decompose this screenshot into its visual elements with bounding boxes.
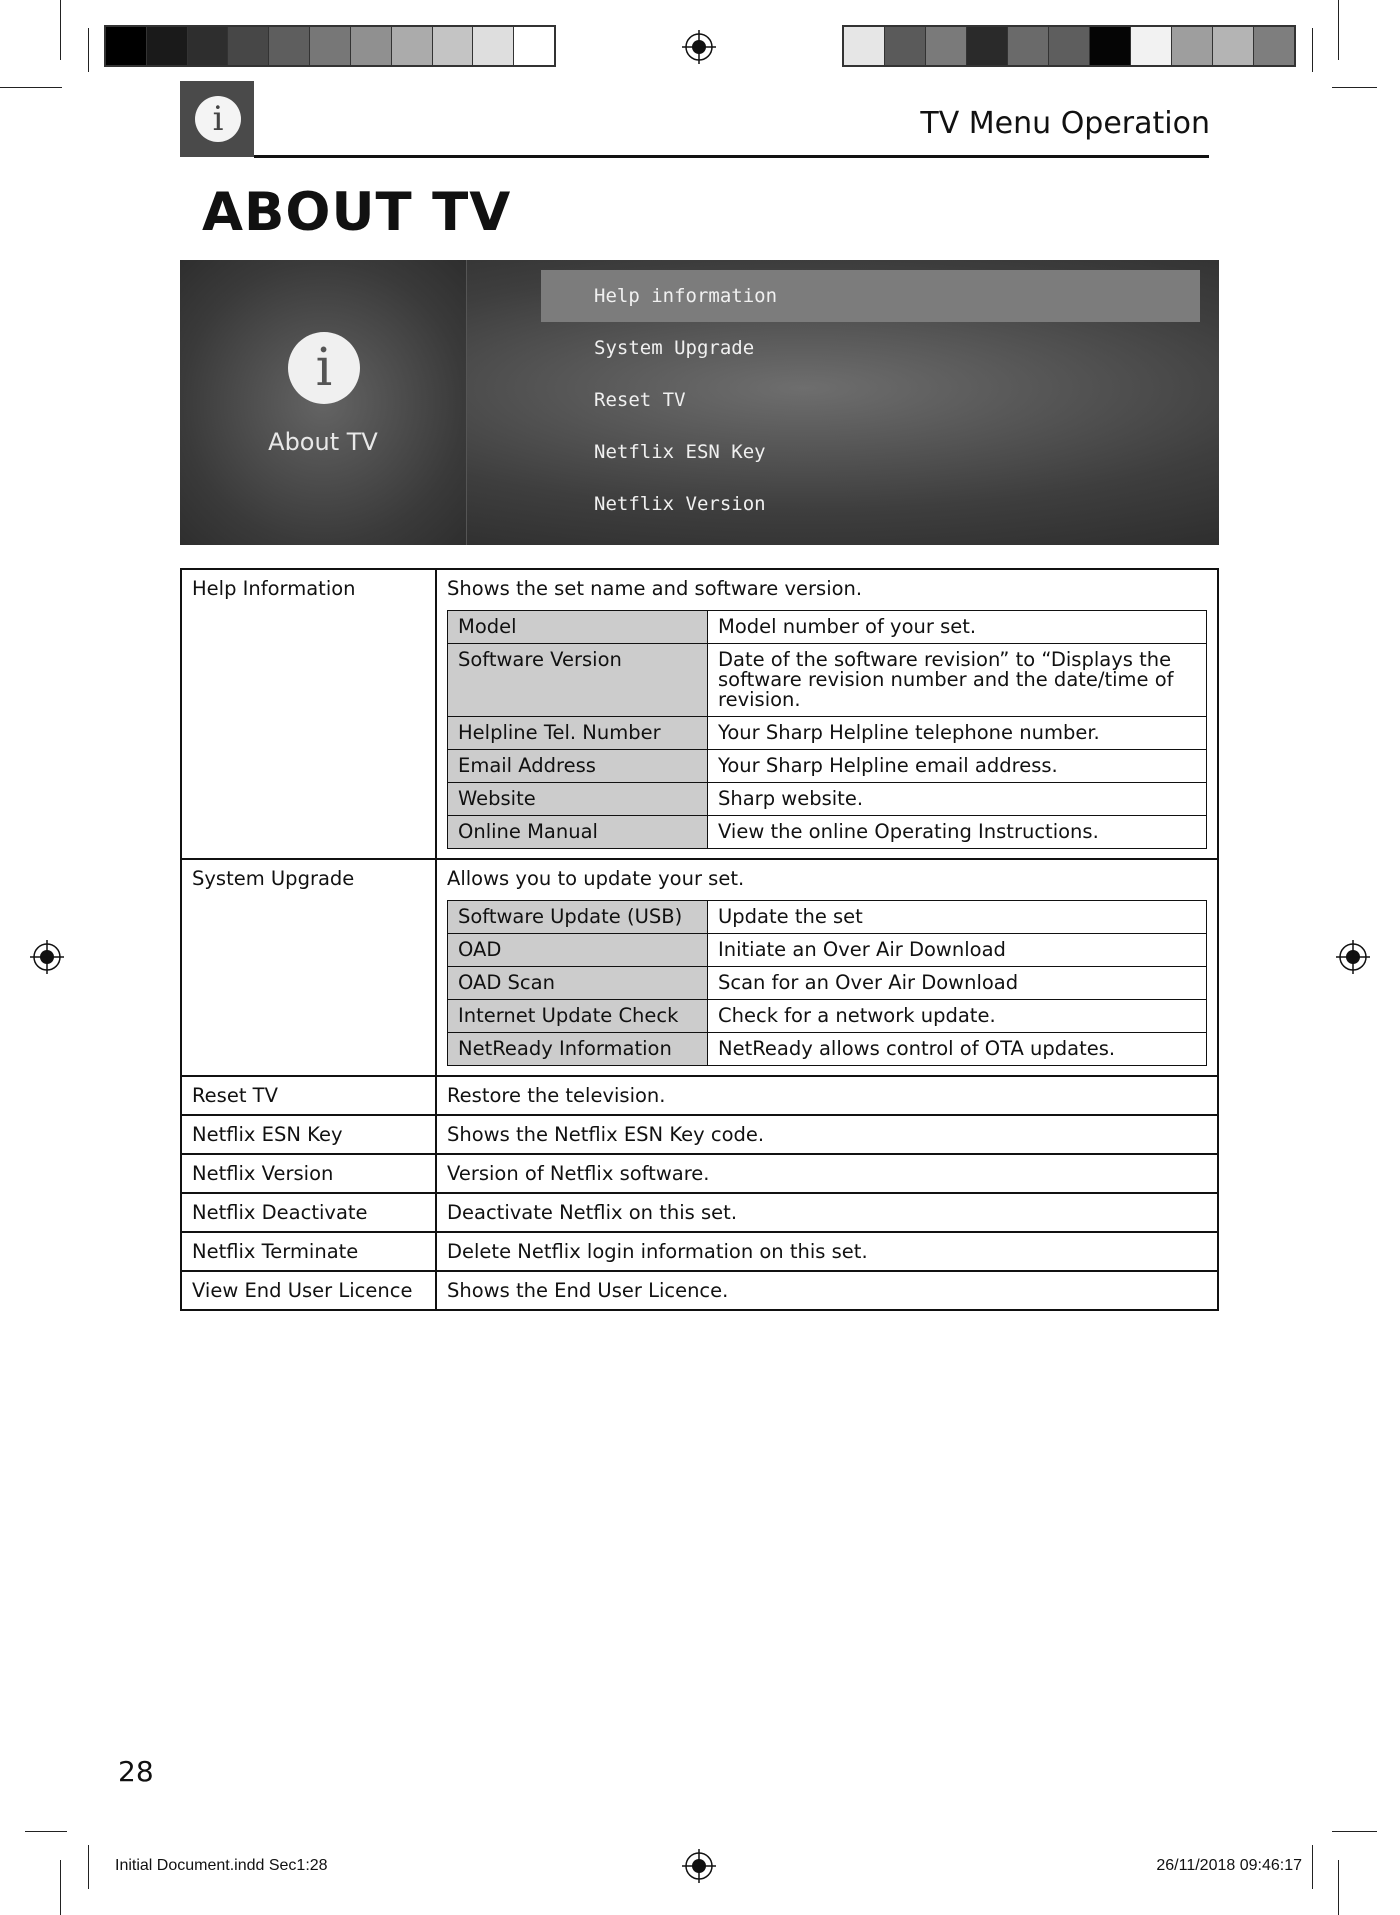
row-description: Allows you to update your set.	[447, 867, 745, 890]
subtable-row	[448, 644, 1207, 717]
table-row	[181, 1115, 1218, 1154]
about-tv-table	[180, 568, 1219, 1311]
crop-mark	[0, 87, 62, 88]
color-swatch	[106, 27, 147, 65]
row-description: Version of Netflix software.	[436, 1154, 1218, 1193]
sub-value: Scan for an Over Air Download	[708, 967, 1207, 1000]
row-label: Netflix Deactivate	[181, 1193, 436, 1232]
color-swatch	[269, 27, 310, 65]
crop-mark	[1312, 1845, 1313, 1889]
crop-mark	[1338, 1860, 1339, 1915]
sub-key: Website	[448, 783, 708, 816]
tv-menu-item-reset-tv: Reset TV	[594, 389, 686, 411]
color-swatch	[147, 27, 188, 65]
sub-key: Email Address	[448, 750, 708, 783]
info-icon-glyph: i	[315, 338, 333, 398]
sub-value: View the online Operating Instructions.	[708, 816, 1207, 849]
color-swatch	[1254, 27, 1294, 65]
color-swatch	[1049, 27, 1090, 65]
color-swatch	[188, 27, 229, 65]
sub-key: Software Version	[448, 644, 708, 717]
color-swatch	[1172, 27, 1213, 65]
row-description-cell	[436, 859, 1218, 1076]
row-label: Netflix Terminate	[181, 1232, 436, 1271]
crop-mark	[1332, 87, 1377, 88]
crop-mark	[1312, 28, 1313, 72]
tv-menu-item-netflix-version: Netflix Version	[594, 493, 766, 515]
crop-mark	[88, 1845, 89, 1889]
section-title: TV Menu Operation	[920, 106, 1210, 141]
tv-menu-item-help-information: Help information	[541, 270, 1200, 322]
crop-mark	[25, 1831, 67, 1832]
row-label: Help Information	[181, 569, 436, 859]
color-swatch	[885, 27, 926, 65]
subtable-row	[448, 934, 1207, 967]
row-description: Shows the Netflix ESN Key code.	[436, 1115, 1218, 1154]
color-swatch	[473, 27, 514, 65]
row-description: Shows the End User Licence.	[436, 1271, 1218, 1310]
sub-value: Initiate an Over Air Download	[708, 934, 1207, 967]
registration-mark-icon	[682, 1849, 716, 1883]
tv-category-label: About TV	[268, 428, 378, 456]
row-description: Deactivate Netflix on this set.	[436, 1193, 1218, 1232]
tv-menu-item-netflix-esn-key: Netflix ESN Key	[594, 441, 766, 463]
table-row	[181, 1271, 1218, 1310]
crop-mark	[88, 28, 89, 72]
sub-value: Update the set	[708, 901, 1207, 934]
subtable-row	[448, 717, 1207, 750]
color-swatch	[1213, 27, 1254, 65]
row-description: Restore the television.	[436, 1076, 1218, 1115]
footer-filename: Initial Document.indd Sec1:28	[115, 1857, 328, 1874]
color-swatch	[967, 27, 1008, 65]
color-swatch	[844, 27, 885, 65]
color-swatch	[392, 27, 433, 65]
subtable-row	[448, 750, 1207, 783]
color-swatch	[514, 27, 554, 65]
crop-mark	[1332, 1831, 1377, 1832]
sub-key: OAD Scan	[448, 967, 708, 1000]
table-row	[181, 569, 1218, 859]
registration-mark-icon	[682, 30, 716, 64]
color-swatch	[433, 27, 474, 65]
sub-key: OAD	[448, 934, 708, 967]
page-number: 28	[118, 1755, 154, 1788]
crop-mark	[1338, 0, 1339, 60]
sub-value: Your Sharp Helpline email address.	[708, 750, 1207, 783]
color-swatch	[926, 27, 967, 65]
row-label: Netflix Version	[181, 1154, 436, 1193]
row-description: Shows the set name and software version.	[447, 577, 863, 600]
row-label: Reset TV	[181, 1076, 436, 1115]
crop-mark	[60, 0, 61, 60]
sub-key: Software Update (USB)	[448, 901, 708, 934]
subtable-row	[448, 611, 1207, 644]
table-row	[181, 1076, 1218, 1115]
page-title: ABOUT TV	[202, 182, 512, 243]
color-swatch	[1008, 27, 1049, 65]
row-label: View End User Licence	[181, 1271, 436, 1310]
subtable-row	[448, 901, 1207, 934]
table-row	[181, 1232, 1218, 1271]
info-icon-glyph: i	[212, 99, 224, 139]
tv-menu-category-panel	[180, 260, 467, 545]
subtable-row	[448, 816, 1207, 849]
sub-key: Model	[448, 611, 708, 644]
sub-key: NetReady Information	[448, 1033, 708, 1066]
color-swatch	[1131, 27, 1172, 65]
tv-menu-screenshot	[180, 260, 1219, 545]
help-subtable	[447, 610, 1207, 849]
table-row	[181, 1193, 1218, 1232]
crop-mark	[60, 1860, 61, 1915]
subtable-row	[448, 967, 1207, 1000]
color-swatch	[228, 27, 269, 65]
tv-menu-item-system-upgrade: System Upgrade	[594, 337, 755, 359]
header-rule	[254, 155, 1209, 158]
color-swatch	[1090, 27, 1131, 65]
registration-mark-icon	[30, 940, 64, 974]
footer-datetime: 26/11/2018 09:46:17	[1156, 1857, 1302, 1874]
sub-key: Internet Update Check	[448, 1000, 708, 1033]
upgrade-subtable	[447, 900, 1207, 1066]
sub-value: Date of the software revision” to “Displays the software revision number and the date/time of revision.	[708, 644, 1207, 717]
left-color-bar	[104, 25, 556, 67]
color-swatch	[351, 27, 392, 65]
table-row	[181, 859, 1218, 1076]
sub-value: Your Sharp Helpline telephone number.	[708, 717, 1207, 750]
sub-key: Online Manual	[448, 816, 708, 849]
subtable-row	[448, 1000, 1207, 1033]
row-label: Netflix ESN Key	[181, 1115, 436, 1154]
sub-value: NetReady allows control of OTA updates.	[708, 1033, 1207, 1066]
sub-value: Sharp website.	[708, 783, 1207, 816]
sub-value: Check for a network update.	[708, 1000, 1207, 1033]
right-color-bar	[842, 25, 1296, 67]
row-label: System Upgrade	[181, 859, 436, 1076]
table-row	[181, 1154, 1218, 1193]
registration-mark-icon	[1336, 940, 1370, 974]
subtable-row	[448, 783, 1207, 816]
sub-value: Model number of your set.	[708, 611, 1207, 644]
subtable-row	[448, 1033, 1207, 1066]
sub-key: Helpline Tel. Number	[448, 717, 708, 750]
color-swatch	[310, 27, 351, 65]
row-description: Delete Netflix login information on this set.	[436, 1232, 1218, 1271]
row-description-cell	[436, 569, 1218, 859]
